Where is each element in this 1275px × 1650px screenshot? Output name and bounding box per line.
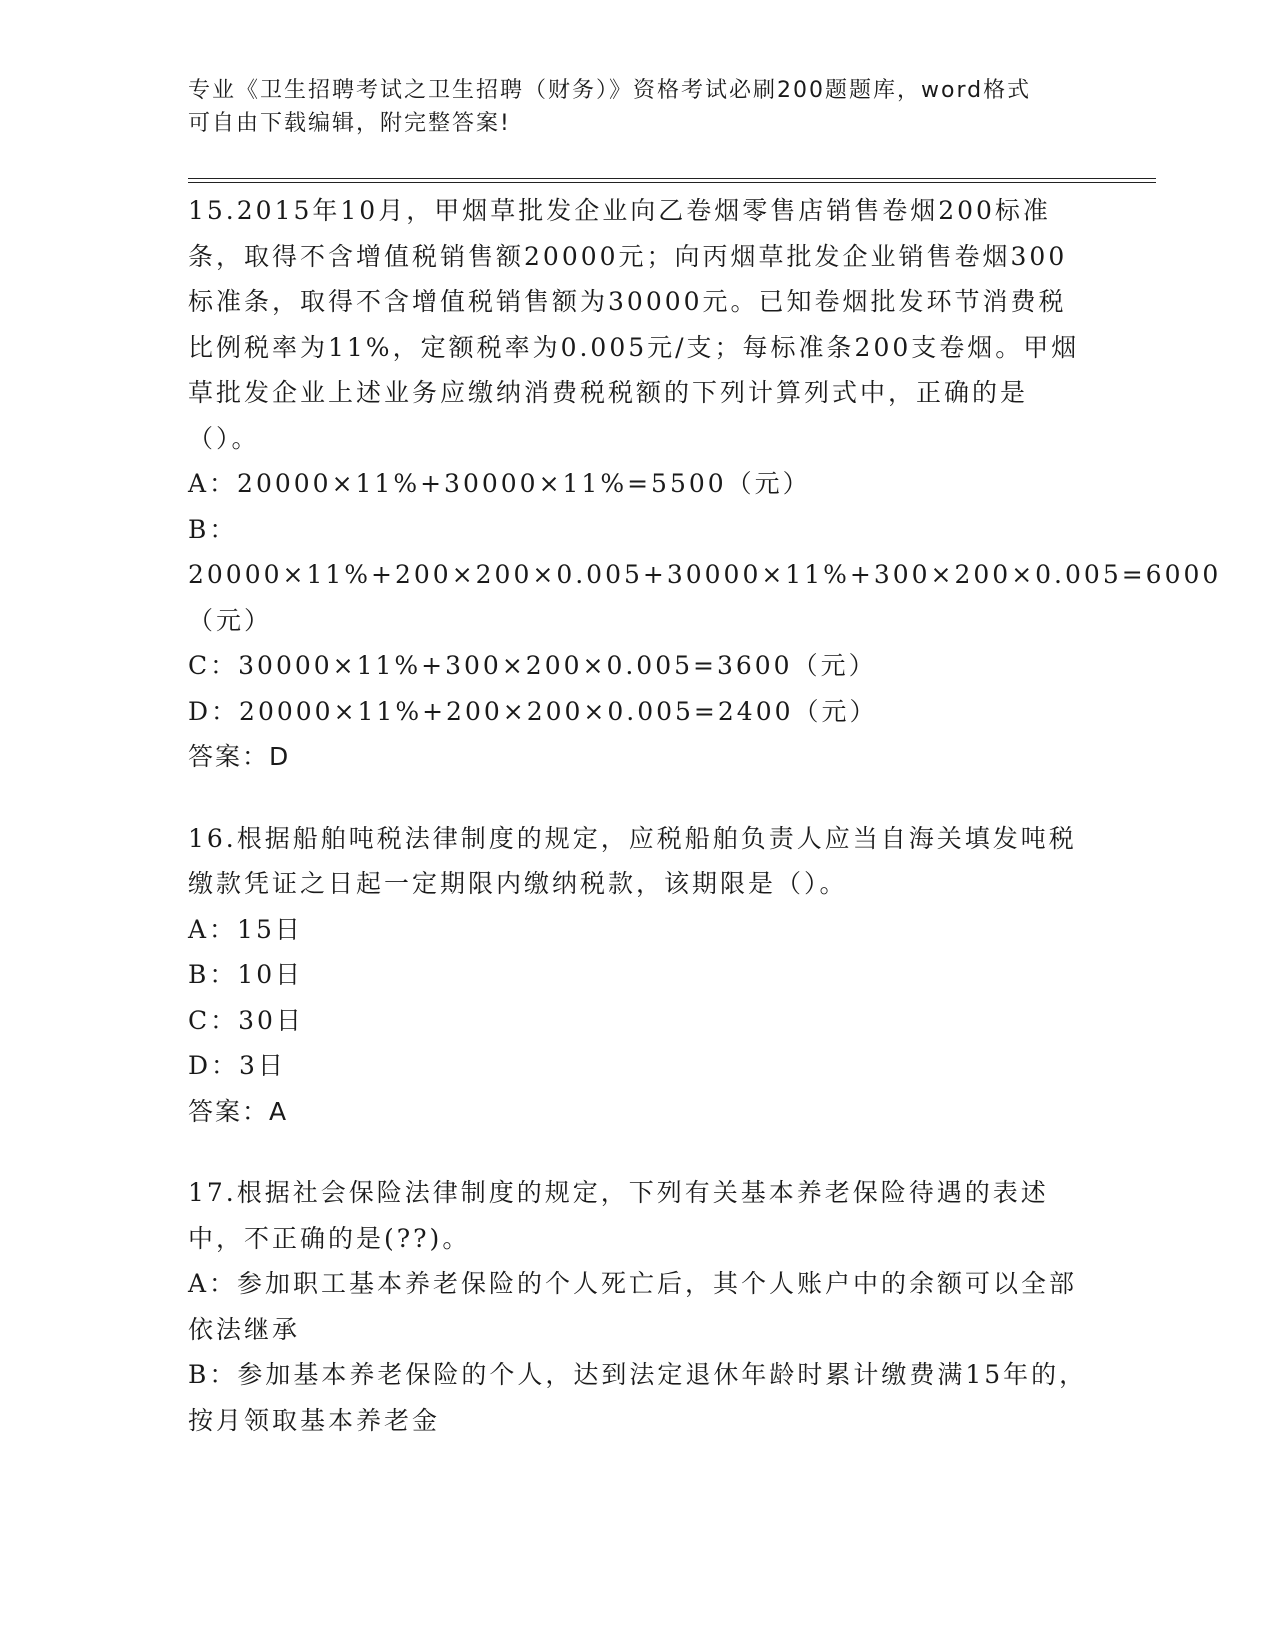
option-a: A：15日: [188, 914, 303, 944]
question-16: [188, 816, 1088, 1135]
option-b: B：10日: [188, 960, 304, 989]
question-stem: 15.2015年10月，甲烟草批发企业向乙卷烟零售店销售卷烟200标准条，取得不含增值税销售额20000元；向丙烟草批发企业销售卷烟300标准条，取得不含增值税销售额为30000元。已知卷烟批发环节消费税比例税率为11%，定额税率为0.005元/支；每标准条200支卷烟。甲烟草批发企业上述业务应缴纳消费税税额的下列计算列式中，正确的是（）。: [188, 196, 1080, 453]
question-17: [188, 1170, 1088, 1443]
question-stem: 16.根据船舶吨税法律制度的规定，应税船舶负责人应当自海关填发吨税缴款凭证之日起一定期限内缴纳税款，该期限是（）。: [188, 823, 1077, 898]
question-15: [188, 188, 1222, 780]
option-b: B：参加基本养老保险的个人，达到法定退休年龄时累计缴费满15年的，按月领取基本养老金: [188, 1360, 1088, 1435]
header-divider-top: [188, 178, 1156, 179]
option-c: C：30000×11%+300×200×0.005=3600（元）: [188, 651, 877, 680]
answer-line: 答案：D: [188, 742, 291, 771]
header-title-line-1: 专业《卫生招聘考试之卫生招聘（财务）》资格考试必刷200题题库，word格式: [188, 78, 1032, 103]
option-d: D：3日: [188, 1051, 286, 1080]
option-a: A：参加职工基本养老保险的个人死亡后，其个人账户中的余额可以全部依法继承: [188, 1269, 1078, 1344]
option-b: B：20000×11%+200×200×0.005+30000×11%+300×200×0.005=6000（元）: [188, 514, 1222, 635]
header-divider-bottom: [188, 182, 1156, 183]
header-title-line-2: 可自由下载编辑，附完整答案!: [188, 111, 511, 136]
option-d: D：20000×11%+200×200×0.005=2400（元）: [188, 696, 878, 726]
document-header: [188, 74, 1068, 140]
option-c: C：30日: [188, 1005, 304, 1035]
answer-line: 答案：A: [188, 1096, 289, 1126]
option-a: A：20000×11%+30000×11%=5500（元）: [188, 469, 811, 498]
question-list: [188, 188, 1222, 1479]
question-stem: 17.根据社会保险法律制度的规定，下列有关基本养老保险待遇的表述中，不正确的是(??)。: [188, 1178, 1049, 1253]
